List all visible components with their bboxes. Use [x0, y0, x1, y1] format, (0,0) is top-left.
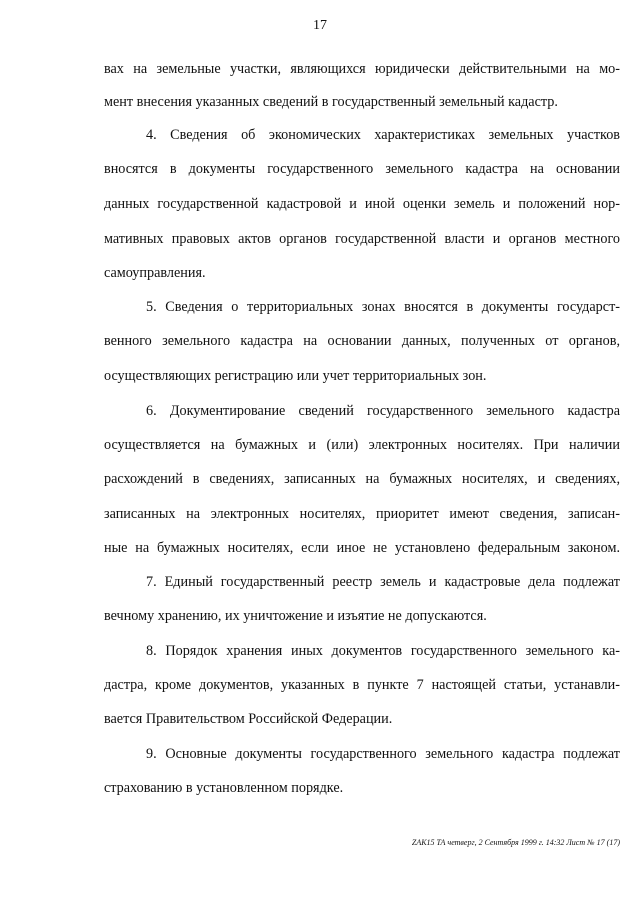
text-line: расхождений в сведениях, записанных на бумажных носителях, и сведениях,: [104, 471, 620, 487]
text-line: вечному хранению, их уничтожение и изъятие не допускаются.: [104, 608, 487, 624]
text-line: самоуправления.: [104, 265, 206, 281]
paragraph-8-first-line: 8. Порядок хранения иных документов государственного земельного ка-: [146, 643, 620, 659]
text-line: венного земельного кадастра на основании данных, полученных от органов,: [104, 333, 620, 349]
text-line: ные на бумажных носителях, если иное не установлено федеральным законом.: [104, 540, 620, 556]
paragraph-6-first-line: 6. Документирование сведений государственного земельного кадастра: [146, 403, 620, 419]
text-line: осуществляющих регистрацию или учет территориальных зон.: [104, 368, 487, 384]
text-line: данных государственной кадастровой и иной оценки земель и положений нор-: [104, 196, 620, 212]
text-line: страхованию в установленном порядке.: [104, 780, 344, 796]
text-line: мативных правовых актов органов государственной власти и органов местного: [104, 231, 620, 247]
text-line: вается Правительством Российской Федерации.: [104, 711, 393, 727]
paragraph-7-first-line: 7. Единый государственный реестр земель и кадастровые дела подлежат: [146, 574, 620, 590]
text-line: вносятся в документы государственного земельного кадастра на основании: [104, 161, 620, 177]
paragraph-9-first-line: 9. Основные документы государственного земельного кадастра подлежат: [146, 746, 620, 762]
document-footer: ZAK15 ТА четверг, 2 Сентября 1999 г. 14:32 Лист № 17 (17): [411, 838, 620, 847]
paragraph-5-first-line: 5. Сведения о территориальных зонах вносятся в документы государст-: [146, 299, 620, 315]
page-number: 17: [313, 18, 327, 33]
text-line: записанных на электронных носителях, приоритет имеют сведения, записан-: [104, 506, 620, 522]
text-line: мент внесения указанных сведений в государственный земельный кадастр.: [104, 94, 558, 110]
text-line: дастра, кроме документов, указанных в пункте 7 настоящей статьи, устанавли-: [104, 677, 620, 693]
paragraph-4-first-line: 4. Сведения об экономических характеристиках земельных участков: [146, 127, 620, 143]
text-line: вах на земельные участки, являющихся юридически действительными на мо-: [104, 61, 620, 77]
text-line: осуществляется на бумажных и (или) электронных носителях. При наличии: [104, 437, 620, 453]
